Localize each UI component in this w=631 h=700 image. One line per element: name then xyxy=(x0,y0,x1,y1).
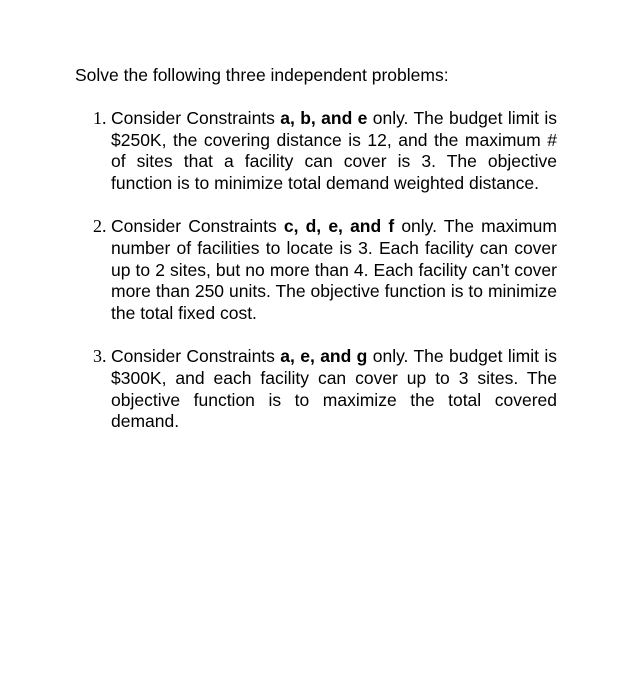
problem-body: only. The maximum number of facilities to locate is 3. Each facility can cover up to 2 sites, but no more than 4. Each facility can’t cover more than 250 units. The objective function is to minimize the total fixed cost. xyxy=(111,216,557,323)
problem-item-1 xyxy=(93,108,557,194)
problem-number: 2. xyxy=(93,216,107,237)
problem-item-3 xyxy=(93,346,557,432)
problem-list xyxy=(93,108,557,433)
problem-lead: Consider Constraints xyxy=(111,108,281,128)
problem-item-2 xyxy=(93,216,557,324)
problem-body: only. The budget limit is $300K, and each facility can cover up to 3 sites. The objective function is to maximize the total covered demand. xyxy=(111,346,557,432)
problem-body: only. The budget limit is $250K, the covering distance is 12, and the maximum # of sites that a facility can cover is 3. The objective function is to minimize total demand weighted distance. xyxy=(111,108,557,193)
problem-lead: Consider Constraints xyxy=(111,216,284,237)
problem-constraints: a, b, and e xyxy=(280,108,368,128)
problem-number: 3. xyxy=(93,346,107,367)
problem-number: 1. xyxy=(93,108,107,128)
problem-constraints: a, e, and g xyxy=(280,346,368,367)
problem-constraints: c, d, e, and f xyxy=(283,216,395,237)
problem-lead: Consider Constraints xyxy=(111,346,281,367)
intro-text: Solve the following three independent problems: xyxy=(75,65,449,85)
